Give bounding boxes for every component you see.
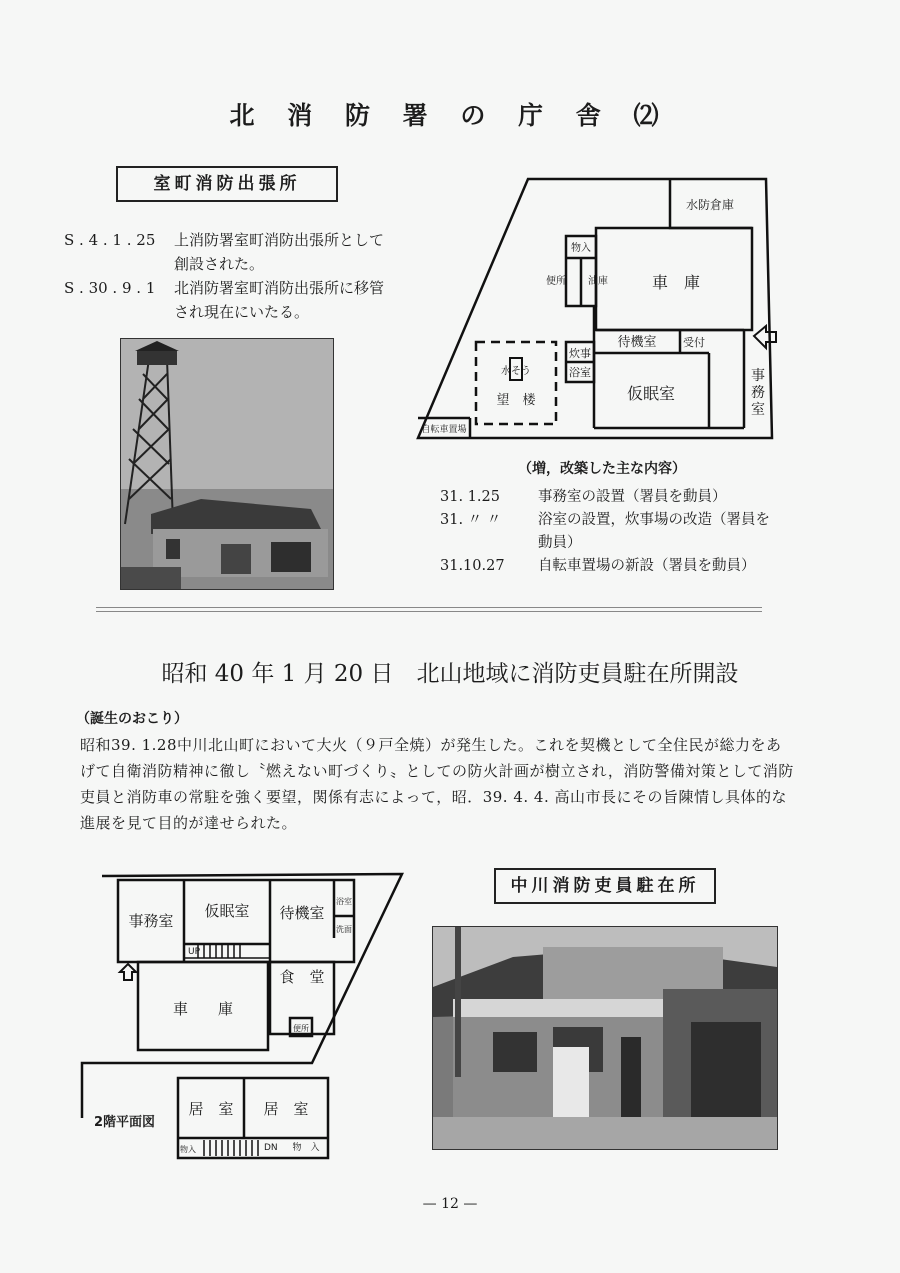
history-date: S . 4 . 1 . 25 bbox=[64, 231, 156, 249]
history-text: 北消防署室町消防出張所に移管 bbox=[174, 279, 385, 297]
plan2-floor2: 2階平面図 bbox=[94, 1115, 156, 1130]
changes-heading: （増，改築した主な内容） bbox=[518, 461, 686, 477]
plan2-dn: DN bbox=[264, 1143, 278, 1153]
section-divider bbox=[96, 611, 762, 612]
plan2-mono2: 物 入 bbox=[292, 1143, 320, 1153]
origin-label: （誕生のおこり） bbox=[76, 711, 188, 727]
plan1-bourou: 望 楼 bbox=[496, 393, 536, 408]
plan1-yokushitsu: 浴室 bbox=[569, 366, 591, 379]
plan1-jimu-1: 事 bbox=[751, 368, 765, 384]
plan2-shokudo: 食 堂 bbox=[279, 968, 325, 986]
plan2-yoku: 浴室 bbox=[336, 897, 352, 906]
plan1-suisou: 水そう bbox=[501, 366, 531, 377]
origin-line: げて自衛消防精神に徹し〝燃えない町づくり〟としての防火計画が樹立され，消防警備対策として消防 bbox=[80, 762, 794, 780]
plan1-jimu-2: 務 bbox=[751, 385, 765, 401]
section2-heading: 昭和 40 年 1 月 20 日 北山地域に消防吏員駐在所開設 bbox=[161, 661, 739, 687]
nakagawa-floor-plan bbox=[80, 868, 410, 1168]
plan1-ben: 便所 bbox=[546, 276, 566, 287]
plan2-kyoshitsu2: 居 室 bbox=[263, 1100, 309, 1118]
change-date: 31.10.27 bbox=[440, 558, 505, 574]
plan2-jimu: 事務室 bbox=[128, 912, 174, 930]
plan1-abura: 油庫 bbox=[588, 276, 608, 287]
origin-paragraph bbox=[80, 732, 800, 836]
plan1-suibo: 水防倉庫 bbox=[685, 198, 735, 212]
history-entry bbox=[64, 228, 404, 276]
history-entry bbox=[64, 276, 404, 324]
plan1-suiji: 炊事 bbox=[569, 347, 591, 360]
plan2-mono1: 物入 bbox=[180, 1145, 196, 1154]
change-date: 31. 〃 〃 bbox=[440, 512, 502, 528]
plan2-kyoshitsu1: 居 室 bbox=[188, 1100, 234, 1118]
plan2-ben: 便所 bbox=[293, 1024, 309, 1033]
history-text: 上消防署室町消防出張所として bbox=[174, 231, 385, 249]
plan1-taiki: 待機室 bbox=[617, 335, 657, 350]
origin-line: 進展を見て目的が達せられた。 bbox=[80, 814, 298, 832]
change-text: 浴室の設置，炊事場の改造（署員を bbox=[538, 512, 770, 528]
origin-line: 吏員と消防車の常駐を強く要望，関係有志によって，昭．39. 4. 4. 高山市長にその旨陳情し具体的な bbox=[80, 788, 787, 806]
page-number: — 12 — bbox=[422, 1196, 478, 1212]
plan2-sen: 洗面 bbox=[336, 925, 352, 934]
plan2-up: UP bbox=[188, 947, 201, 957]
changes-list bbox=[440, 486, 800, 578]
plan2-taiki: 待機室 bbox=[279, 904, 325, 922]
history-text-cont: 創設された。 bbox=[174, 255, 265, 273]
plan1-mono: 物入 bbox=[571, 243, 591, 254]
plan2-shako: 車 庫 bbox=[172, 1000, 234, 1018]
change-date: 31. 1.25 bbox=[440, 489, 500, 505]
page-title: 北 消 防 署 の 庁 舎 ⑵ bbox=[229, 101, 671, 130]
section-divider bbox=[96, 607, 762, 608]
nakagawa-station-photo bbox=[432, 926, 778, 1150]
plan1-jitensha: 自転車置場 bbox=[421, 425, 467, 435]
plan1-shako: 車 庫 bbox=[651, 273, 701, 292]
change-text: 事務室の設置（署員を動員） bbox=[538, 489, 727, 505]
plan1-uketsuke: 受付 bbox=[683, 336, 705, 349]
plan1-jimu-3: 室 bbox=[751, 402, 765, 418]
section-label-nakagawa: 中川消防吏員駐在所 bbox=[494, 868, 716, 904]
muromachi-floor-plan bbox=[414, 176, 780, 446]
change-text: 自転車置場の新設（署員を動員） bbox=[538, 558, 756, 574]
plan1-kamin: 仮眠室 bbox=[626, 384, 676, 403]
origin-line: 昭和39. 1.28中川北山町において大火（９戸全焼）が発生した。これを契機として全住民が総力をあ bbox=[80, 736, 782, 754]
section-label-muromachi: 室町消防出張所 bbox=[116, 166, 338, 202]
history-date: S . 30 . 9 . 1 bbox=[64, 279, 156, 297]
history-text-cont: され現在にいたる。 bbox=[174, 303, 310, 321]
plan2-kamin: 仮眠室 bbox=[204, 902, 250, 920]
change-text-cont: 動員） bbox=[538, 535, 582, 551]
muromachi-station-photo bbox=[120, 338, 334, 590]
